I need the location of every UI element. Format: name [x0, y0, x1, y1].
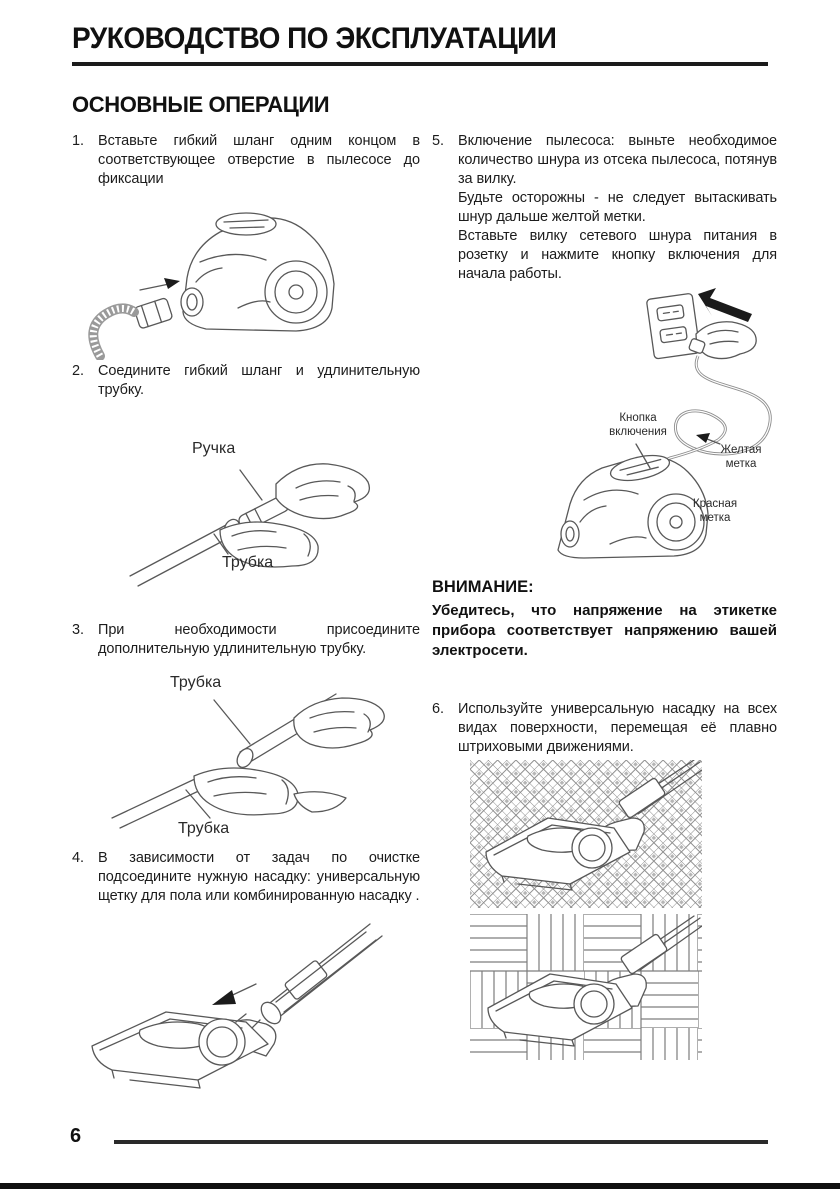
list-item-1	[72, 132, 420, 189]
page-title: РУКОВОДСТВО ПО ЭКСПЛУАТАЦИИ	[72, 22, 557, 55]
tube-top-label: Трубка	[170, 674, 222, 691]
tube-bottom-label: Трубка	[178, 820, 230, 837]
figure-power-on	[540, 282, 785, 580]
attach-arrow-icon	[212, 990, 236, 1005]
item-text: Используйте универсальную насадку на всех видах поверхности, перемещая её плавно штриховыми движениями.	[458, 701, 777, 755]
figure-nozzle-carpet	[470, 760, 702, 908]
page-number: 6	[70, 1125, 82, 1147]
figure-hose-insertion	[88, 190, 353, 360]
item-number: 3.	[72, 622, 84, 638]
item-text	[458, 132, 777, 284]
nozzle-on-carpet-illustration	[470, 760, 702, 908]
list-item-4	[72, 849, 420, 906]
yellow-mark-label: Желтая метка	[720, 444, 762, 470]
item-text: При необходимости присоедините дополнительную удлинительную трубку.	[98, 622, 420, 657]
handle-label: Ручка	[192, 440, 236, 457]
insert-arrow-icon	[164, 278, 180, 289]
section-title: ОСНОВНЫЕ ОПЕРАЦИИ	[72, 92, 330, 117]
item-text: Вставьте гибкий шланг одним концом в соответствующее отверстие в пылесосе до фиксации	[98, 133, 420, 187]
item-paragraph: Включение пылесоса: выньте необходимое количество шнура из отсека пылесоса, потянув за вилку.	[458, 133, 777, 187]
item-number: 4.	[72, 850, 84, 866]
item-paragraph: Будьте осторожны - не следует вытаскивать шнур дальше желтой метки.	[458, 190, 777, 225]
warning-text: Убедитесь, что напряжение на этикетке прибора соответствует напряжению вашей электросети.	[432, 602, 777, 659]
list-item-3	[72, 621, 420, 659]
plug-in-arrow-icon	[698, 288, 752, 322]
item-number: 5.	[432, 133, 444, 149]
list-item-6	[432, 700, 777, 757]
footer-divider	[114, 1140, 768, 1144]
figure-attach-nozzle	[70, 918, 402, 1104]
item-number: 1.	[72, 133, 84, 149]
figure-connect-hose-tube	[128, 426, 390, 592]
bottom-edge-bar	[0, 1183, 840, 1189]
item-text: В зависимости от задач по очистке подсоедините нужную насадку: универсальную щетку для пола или комбинированную насадку .	[98, 850, 420, 904]
warning-title: ВНИМАНИЕ:	[432, 578, 534, 596]
item-text: Соедините гибкий шланг и удлинительную трубку.	[98, 363, 420, 398]
item-number: 6.	[432, 701, 444, 717]
brush-tube-illustration	[70, 918, 402, 1104]
header-divider	[72, 62, 768, 66]
power-button-label: Кнопка включения	[609, 412, 667, 438]
figure-nozzle-parquet	[470, 914, 702, 1060]
item-paragraph: Вставьте вилку сетевого шнура питания в розетку и нажмите кнопку включения для начала работы.	[458, 228, 777, 282]
red-mark-label: Красная метка	[692, 498, 738, 524]
tube-label: Трубка	[222, 554, 274, 571]
item-number: 2.	[72, 363, 84, 379]
vacuum-hose-illustration	[88, 190, 353, 360]
yellow-mark-arrow-icon	[696, 433, 710, 443]
list-item-2	[72, 362, 420, 400]
hands-two-tubes-illustration	[98, 666, 400, 848]
figure-connect-extension-tube	[98, 666, 400, 848]
list-item-5	[432, 132, 777, 284]
nozzle-on-parquet-illustration	[470, 914, 702, 1060]
